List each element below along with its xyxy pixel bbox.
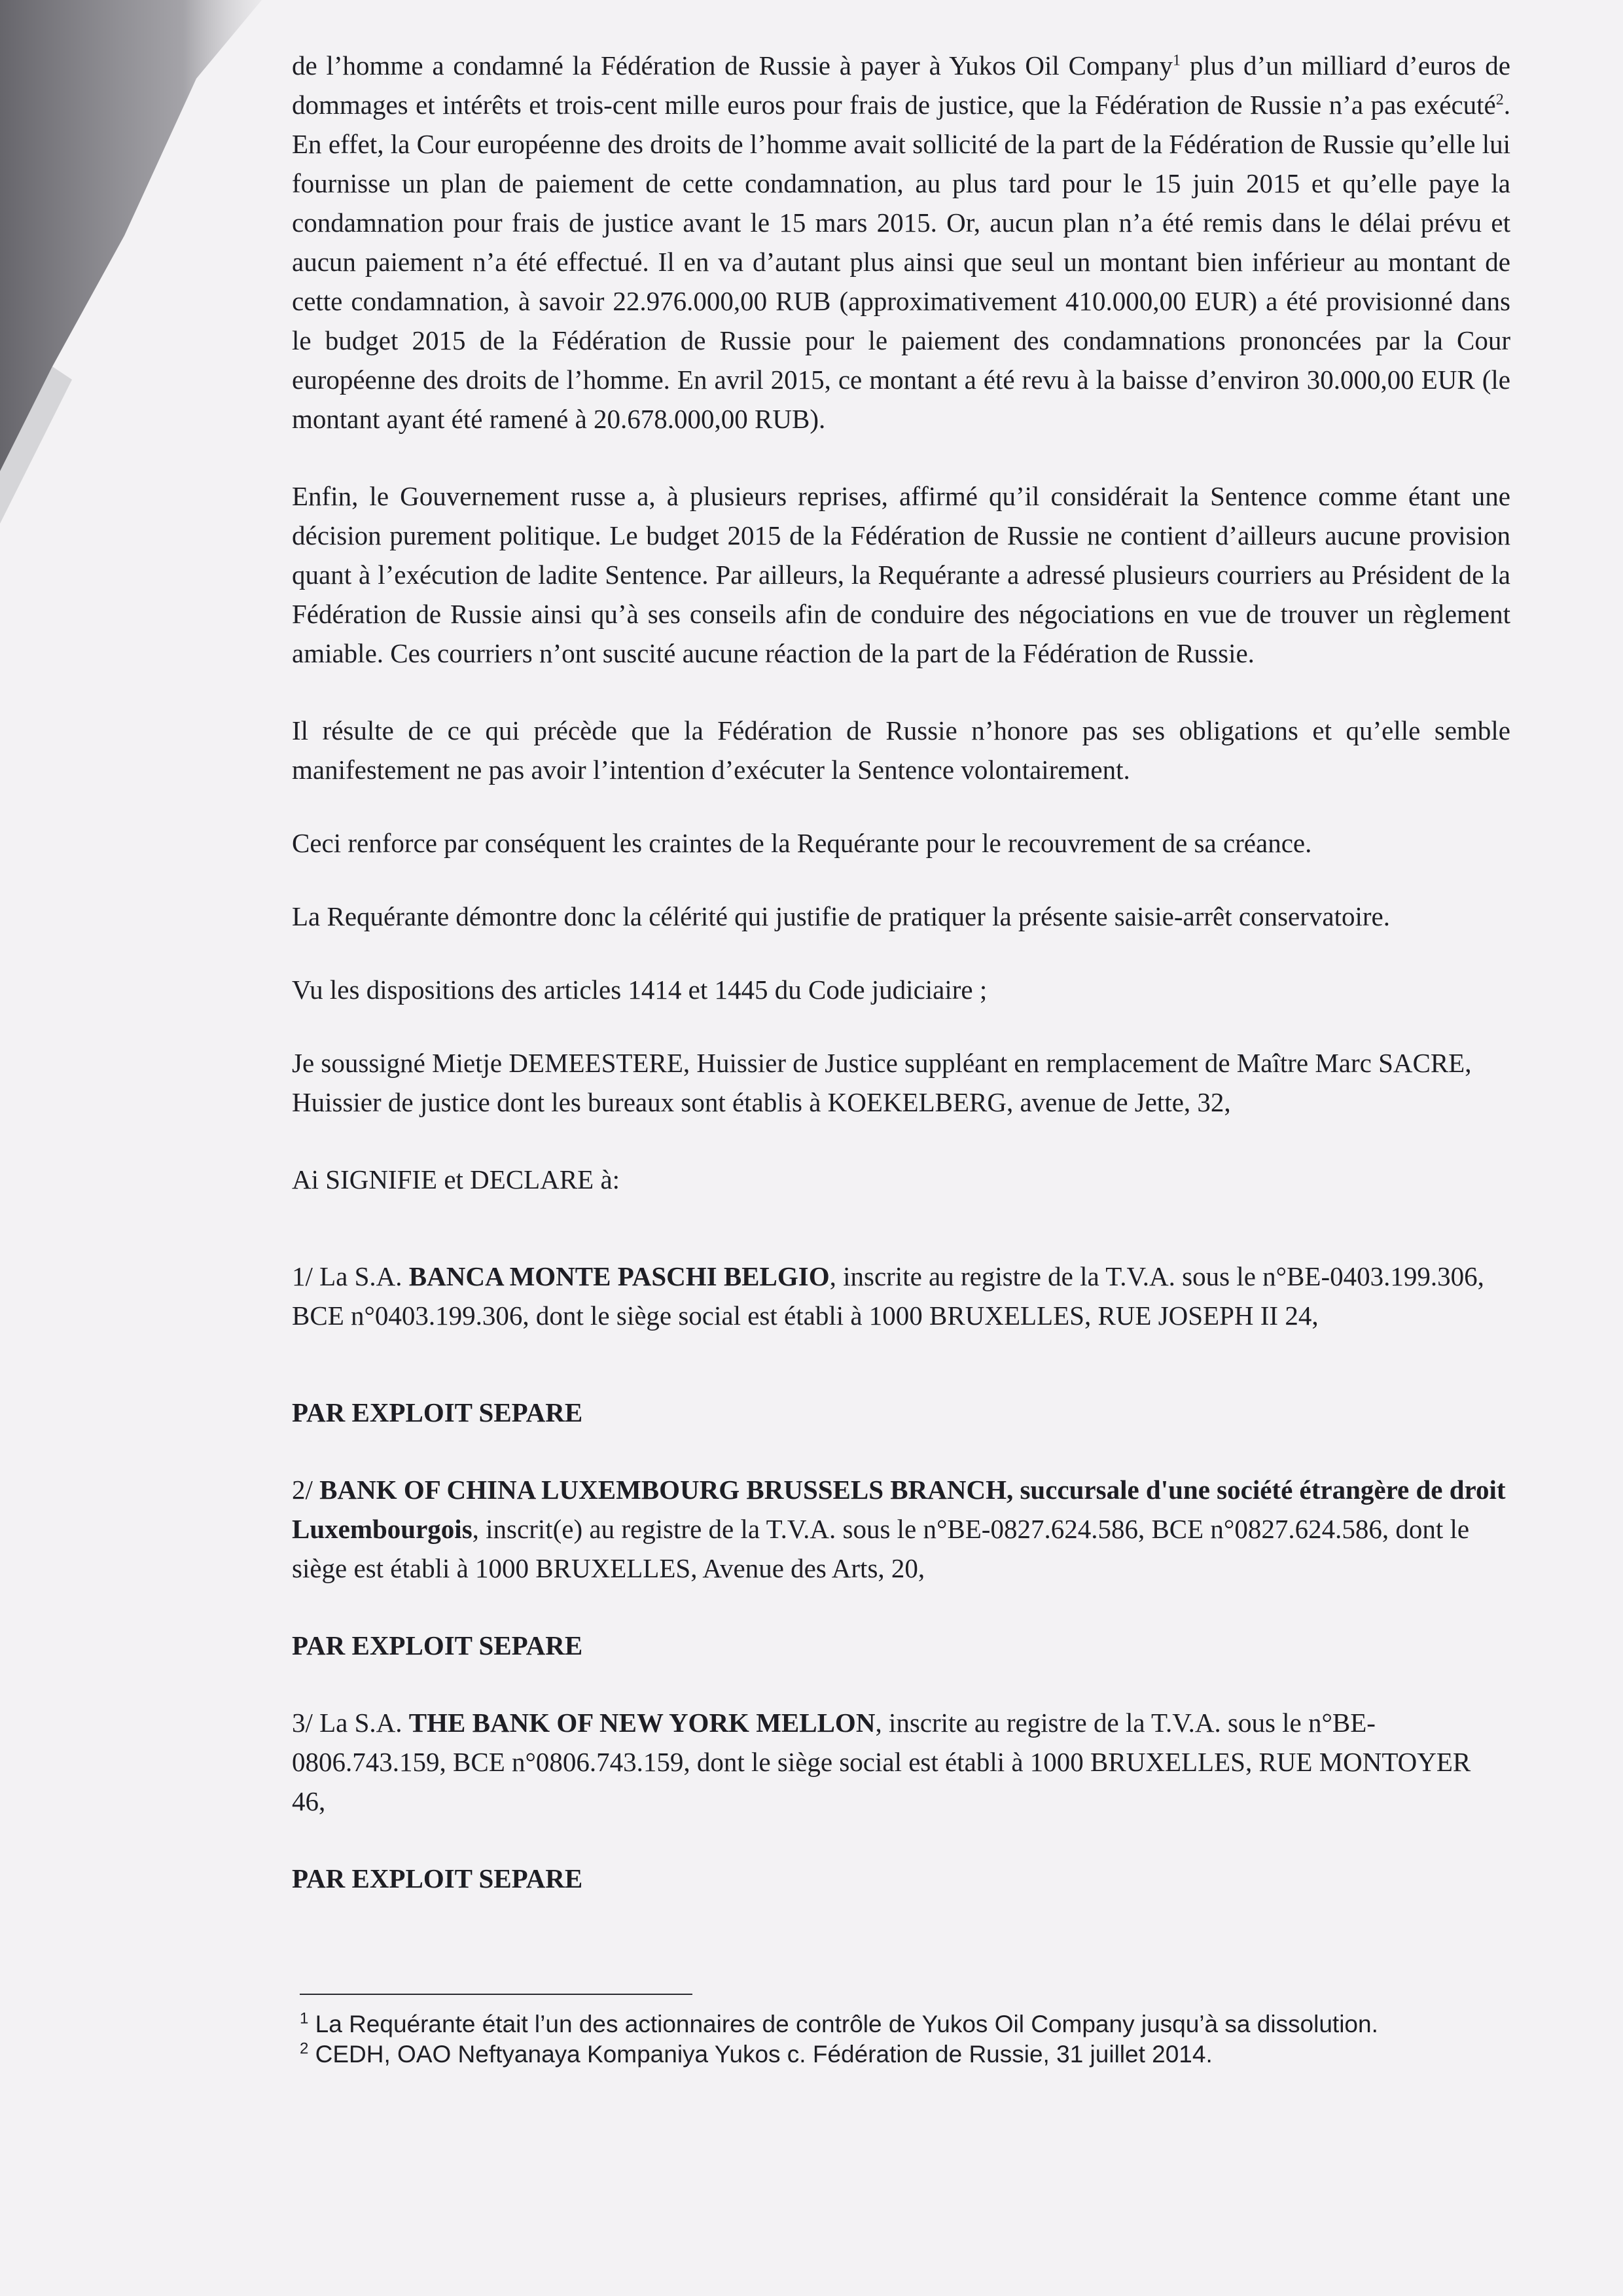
paragraph-text: , inscrit(e) au registre de la T.V.A. sous le n°BE-0827.624.586, BCE n°0827.624.586, dont le siège est établi à 1000 BRUXELLES, Avenue des Arts, 20, <box>292 1514 1470 1583</box>
heading-par-exploit-separe-3 <box>292 1859 1510 1898</box>
heading-par-exploit-separe-2 <box>292 1626 1510 1665</box>
footnote-separator <box>300 1994 692 1995</box>
paragraph-text: Il résulte de ce qui précède que la Fédération de Russie n’honore pas ses obligations et qu’elle semble manifestement ne pas avoir l’intention d’exécuter la Sentence volontairement. <box>292 715 1510 785</box>
paragraph-text: Ai SIGNIFIE et DECLARE à: <box>292 1164 620 1194</box>
footnote-reference: 1 <box>1173 52 1181 69</box>
paragraph-text: Vu les dispositions des articles 1414 et 1445 du Code judiciaire ; <box>292 975 988 1005</box>
footnote-2 <box>300 2039 1517 2070</box>
paragraph-text: 1/ La S.A. <box>292 1261 409 1291</box>
paragraph-condemnation <box>292 46 1510 439</box>
paragraph-text: PAR EXPLOIT SEPARE <box>292 1863 583 1893</box>
heading-par-exploit-separe-1 <box>292 1393 1510 1432</box>
paragraph-text: PAR EXPLOIT SEPARE <box>292 1397 583 1427</box>
paragraph-text: de l’homme a condamné la Fédération de Russie à payer à Yukos Oil Company <box>292 50 1173 81</box>
paragraph-text: Je soussigné Mietje DEMEESTERE, Huissier de Justice suppléant en remplacement de Maître Marc SACRE, Huissier de justice dont les bureaux sont établis à KOEKELBERG, avenue de Jette, 32, <box>292 1048 1472 1117</box>
bold-text: THE BANK OF NEW YORK MELLON <box>408 1708 876 1738</box>
paragraph-text: 2/ <box>292 1475 320 1505</box>
paragraph-party-1 <box>292 1257 1510 1335</box>
paragraph-text: Ceci renforce par conséquent les craintes de la Requérante pour le recouvrement de sa créance. <box>292 828 1312 858</box>
footnote-2-number: 2 <box>300 2039 309 2058</box>
footnote-2-text: CEDH, OAO Neftyanaya Kompaniya Yukos c. Fédération de Russie, 31 juillet 2014. <box>308 2041 1213 2068</box>
paragraph-text: 3/ La S.A. <box>292 1708 409 1738</box>
paragraph-party-3 <box>292 1703 1510 1821</box>
paragraph-celerite <box>292 897 1510 936</box>
paragraph-creance <box>292 823 1510 863</box>
footnotes <box>300 1994 1517 2070</box>
footnote-reference: 2 <box>1495 91 1504 109</box>
paragraph-text: . En effet, la Cour européenne des droits de l’homme avait sollicité de la part de la Fédération de Russie qu’elle lui fournisse un plan de paiement de cette condamnation, au plus tard pour le 15 juin 2015 et qu’elle paye la condamnation pour frais de justice avant le 15 mars 2015. Or, aucun plan n’a été remis dans le délai prévu et aucun paiement n’a été effectué. Il en va d’autant plus ainsi que seul un montant bien inférieur au montant de cette condamnation, à savoir 22.976.000,00 RUB (approximativement 410.000,00 EUR) a été provisionné dans le budget 2015 de la Fédération de Russie pour le paiement des condamnations prononcées par la Cour européenne des droits de l’homme. En avril 2015, ce montant a été revu à la baisse d’environ 30.000,00 EUR (le montant ayant été ramené à 20.678.000,00 RUB). <box>292 90 1510 434</box>
paragraph-text: , inscrite au registre de la T.V.A. sous le n°BE-0806.743.159, BCE n°0806.743.159, dont le siège social est établi à 1000 BRUXELLES, RUE MONTOYER 46, <box>292 1708 1471 1816</box>
paragraph-huissier <box>292 1043 1510 1122</box>
paragraph-signifie <box>292 1160 1510 1199</box>
paragraph-obligations <box>292 711 1510 789</box>
paragraph-political-decision <box>292 476 1510 673</box>
paragraph-text: plus d’un milliard d’euros de dommages et intérêts et trois-cent mille euros pour frais de justice, que la Fédération de Russie n’a pas exécuté <box>292 50 1510 120</box>
paragraph-code-judiciaire <box>292 970 1510 1009</box>
bold-text: BANCA MONTE PASCHI BELGIO <box>408 1261 830 1291</box>
footnote-1 <box>300 2009 1517 2039</box>
paragraph-text: Enfin, le Gouvernement russe a, à plusieurs reprises, affirmé qu’il considérait la Sentence comme étant une décision purement politique. Le budget 2015 de la Fédération de Russie ne contient d’ailleurs aucune provision quant à l’exécution de ladite Sentence. Par ailleurs, la Requérante a adressé plusieurs courriers au Président de la Fédération de Russie ainsi qu’à ses conseils afin de conduire des négociations en vue de trouver un règlement amiable. Ces courriers n’ont suscité aucune réaction de la part de la Fédération de Russie. <box>292 481 1510 668</box>
paragraph-text: La Requérante démontre donc la célérité qui justifie de pratiquer la présente saisie-arrêt conservatoire. <box>292 901 1390 931</box>
paragraph-party-2 <box>292 1470 1510 1588</box>
footnote-1-number: 1 <box>300 2009 309 2028</box>
paragraph-text: PAR EXPLOIT SEPARE <box>292 1630 583 1660</box>
paragraph-text: , inscrite au registre de la T.V.A. sous le n°BE-0403.199.306, BCE n°0403.199.306, dont le siège social est établi à 1000 BRUXELLES, RUE JOSEPH II 24, <box>292 1261 1484 1331</box>
document-body <box>292 46 1510 1936</box>
footnote-1-text: La Requérante était l’un des actionnaires de contrôle de Yukos Oil Company jusqu’à sa dissolution. <box>308 2011 1378 2037</box>
bold-text: BANK OF CHINA LUXEMBOURG BRUSSELS BRANCH, succursale d'une société étrangère de droit Luxembourgois <box>292 1475 1506 1544</box>
